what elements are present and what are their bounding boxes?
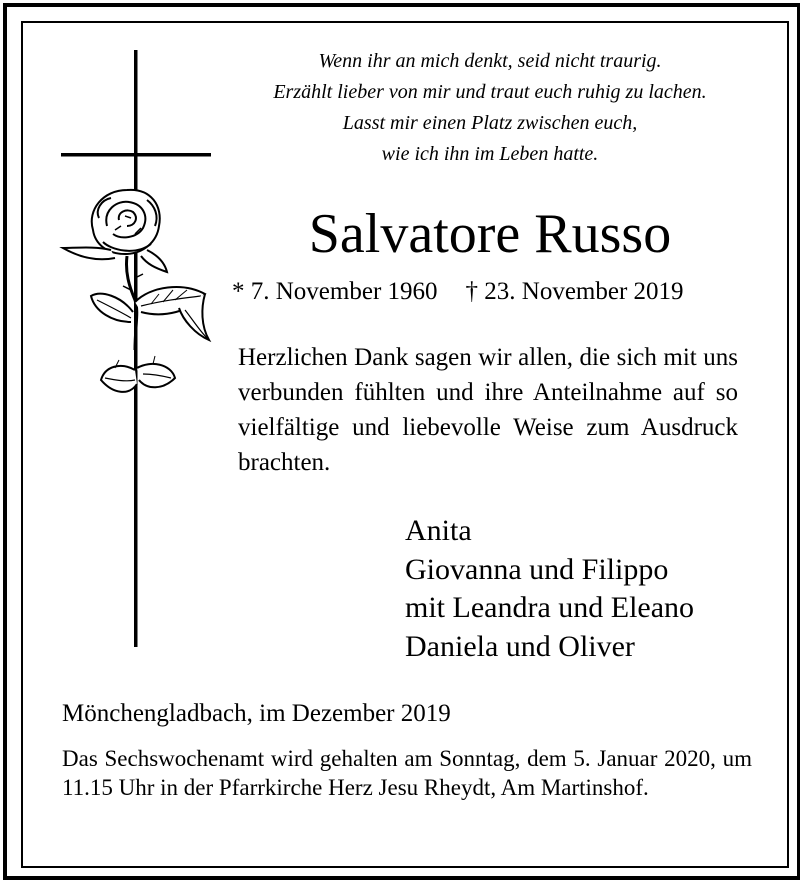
poem-line: wie ich ihn im Leben hatte. <box>381 143 599 165</box>
poem-line: Wenn ihr an mich denkt, seid nicht traurig. <box>318 50 662 72</box>
family-signatures <box>405 512 765 666</box>
death-date: † 23. November 2019 <box>465 278 684 305</box>
life-dates <box>232 276 752 308</box>
place-date: Mönchengladbach, im Dezember 2019 <box>62 700 451 727</box>
mass-notice: Das Sechswochenamt wird gehalten am Sonntag, dem 5. Januar 2020, um 11.15 Uhr in der Pfarrkirche Herz Jesu Rheydt, Am Martinshof. <box>62 746 752 800</box>
family-line: Giovanna und Filippo <box>405 552 669 586</box>
thanks-text: Herzlichen Dank sagen wir allen, die sich mit uns verbunden fühlten und ihre Anteilnahme auf so vielfältige und liebevolle Weise zum Ausdruck brachten. <box>238 344 738 476</box>
cross-icon <box>55 50 215 650</box>
deceased-name: Salvatore Russo <box>308 203 672 265</box>
poem-line: Erzählt lieber von mir und traut euch ruhig zu lachen. <box>273 81 707 103</box>
poem-line: Lasst mir einen Platz zwischen euch, <box>342 112 638 134</box>
family-line: mit Leandra und Eleano <box>405 591 695 624</box>
poem <box>230 46 750 170</box>
family-line: Anita <box>405 514 472 547</box>
birth-date: * 7. November 1960 <box>232 278 438 305</box>
family-line: Daniela und Oliver <box>405 629 635 663</box>
